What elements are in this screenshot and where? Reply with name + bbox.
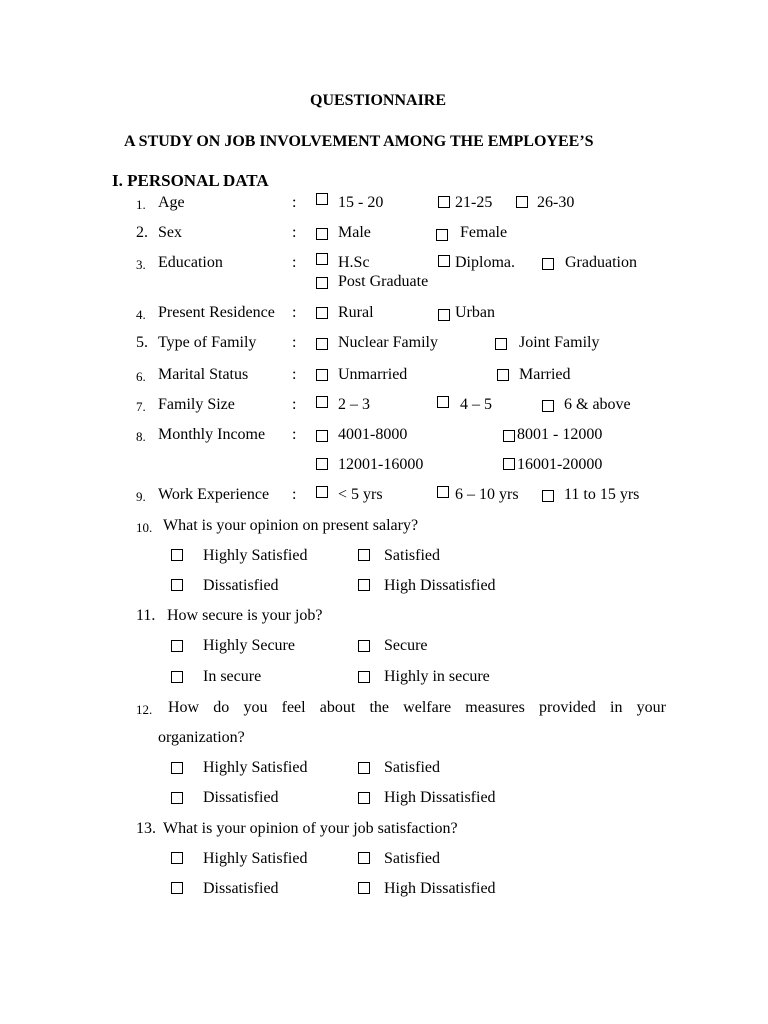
option-label: Post Graduate bbox=[338, 273, 429, 290]
colon: : bbox=[292, 304, 297, 321]
colon: : bbox=[292, 194, 297, 211]
option-label: Male bbox=[338, 224, 371, 241]
checkbox-family-size-6-above[interactable] bbox=[542, 400, 554, 412]
option-label: 16001-20000 bbox=[517, 456, 603, 473]
checkbox-family-nuclear[interactable] bbox=[316, 338, 328, 350]
option-label: < 5 yrs bbox=[338, 486, 383, 503]
option-label: 11 to 15 yrs bbox=[564, 486, 640, 503]
checkbox-security-secure[interactable] bbox=[358, 640, 370, 652]
question-number: 5. bbox=[136, 334, 148, 351]
option-label: 21-25 bbox=[455, 194, 493, 211]
question-number: 1. bbox=[136, 197, 146, 212]
option-label: Highly Secure bbox=[203, 637, 295, 654]
checkbox-salary-high-dissatisfied[interactable] bbox=[358, 579, 370, 591]
option-label: 2 – 3 bbox=[338, 396, 370, 413]
question-label: Present Residence bbox=[158, 304, 275, 321]
checkbox-salary-dissatisfied[interactable] bbox=[171, 579, 183, 591]
option-label: 4001-8000 bbox=[338, 426, 408, 443]
checkbox-welfare-highly-satisfied[interactable] bbox=[171, 762, 183, 774]
option-label: Urban bbox=[455, 304, 495, 321]
option-label: Unmarried bbox=[338, 366, 408, 383]
question-label: Type of Family bbox=[158, 334, 257, 351]
checkbox-satisfaction-satisfied[interactable] bbox=[358, 852, 370, 864]
option-label: Satisfied bbox=[384, 850, 440, 867]
option-label: Highly in secure bbox=[384, 668, 490, 685]
question-label: Education bbox=[158, 254, 223, 271]
checkbox-income-8001-12000[interactable] bbox=[503, 430, 515, 442]
option-label: 6 & above bbox=[564, 396, 631, 413]
option-label: Secure bbox=[384, 637, 428, 654]
option-label: High Dissatisfied bbox=[384, 577, 496, 594]
question-label: Family Size bbox=[158, 396, 235, 413]
question-label: Age bbox=[158, 194, 185, 211]
option-label: 4 – 5 bbox=[460, 396, 492, 413]
checkbox-sex-male[interactable] bbox=[316, 228, 328, 240]
question-number: 6. bbox=[136, 369, 146, 384]
option-label: Married bbox=[519, 366, 571, 383]
option-label: 26-30 bbox=[537, 194, 575, 211]
checkbox-salary-satisfied[interactable] bbox=[358, 549, 370, 561]
colon: : bbox=[292, 486, 297, 503]
option-label: Graduation bbox=[565, 254, 637, 271]
question-number: 8. bbox=[136, 429, 146, 444]
question-label: Monthly Income bbox=[158, 426, 266, 443]
question-number: 10. bbox=[136, 520, 153, 535]
option-label: 15 - 20 bbox=[338, 194, 384, 211]
option-label: Highly Satisfied bbox=[203, 759, 308, 776]
question-text-continued: organization? bbox=[158, 729, 245, 746]
option-label: High Dissatisfied bbox=[384, 789, 496, 806]
question-text: How do you feel about the welfare measures provided in your bbox=[168, 699, 666, 716]
question-text: What is your opinion on present salary? bbox=[163, 517, 419, 534]
checkbox-family-joint[interactable] bbox=[495, 338, 507, 350]
checkbox-satisfaction-dissatisfied[interactable] bbox=[171, 882, 183, 894]
question-number: 7. bbox=[136, 399, 146, 414]
question-label: Sex bbox=[158, 224, 182, 241]
checkbox-residence-urban[interactable] bbox=[438, 309, 450, 321]
colon: : bbox=[292, 224, 297, 241]
checkbox-income-16001-20000[interactable] bbox=[503, 458, 515, 470]
checkbox-welfare-satisfied[interactable] bbox=[358, 762, 370, 774]
checkbox-residence-rural[interactable] bbox=[316, 307, 328, 319]
checkbox-age-15-20[interactable] bbox=[316, 193, 328, 205]
checkbox-experience-under-5[interactable] bbox=[316, 486, 328, 498]
option-label: Highly Satisfied bbox=[203, 850, 308, 867]
checkbox-education-diploma[interactable] bbox=[438, 255, 450, 267]
checkbox-security-in-secure[interactable] bbox=[171, 671, 183, 683]
question-number: 4. bbox=[136, 307, 146, 322]
checkbox-salary-highly-satisfied[interactable] bbox=[171, 549, 183, 561]
checkbox-sex-female[interactable] bbox=[436, 229, 448, 241]
checkbox-welfare-high-dissatisfied[interactable] bbox=[358, 792, 370, 804]
question-number: 12. bbox=[136, 702, 153, 717]
option-label: H.Sc bbox=[338, 254, 370, 271]
option-label: Highly Satisfied bbox=[203, 547, 308, 564]
colon: : bbox=[292, 366, 297, 383]
option-label: Joint Family bbox=[519, 334, 600, 351]
checkbox-satisfaction-high-dissatisfied[interactable] bbox=[358, 882, 370, 894]
checkbox-income-4001-8000[interactable] bbox=[316, 430, 328, 442]
page-title: QUESTIONNAIRE bbox=[310, 92, 447, 109]
checkbox-security-highly-secure[interactable] bbox=[171, 640, 183, 652]
checkbox-age-21-25[interactable] bbox=[438, 196, 450, 208]
checkbox-education-post-graduate[interactable] bbox=[316, 277, 328, 289]
checkbox-marital-married[interactable] bbox=[497, 369, 509, 381]
option-label: High Dissatisfied bbox=[384, 880, 496, 897]
checkbox-age-26-30[interactable] bbox=[516, 196, 528, 208]
option-label: Dissatisfied bbox=[203, 789, 279, 806]
option-label: Rural bbox=[338, 304, 374, 321]
question-number: 13. bbox=[136, 820, 156, 837]
option-label: Dissatisfied bbox=[203, 577, 279, 594]
option-label: In secure bbox=[203, 668, 262, 685]
checkbox-education-hsc[interactable] bbox=[316, 253, 328, 265]
question-number: 2. bbox=[136, 224, 148, 241]
checkbox-education-graduation[interactable] bbox=[542, 258, 554, 270]
option-label: 12001-16000 bbox=[338, 456, 424, 473]
checkbox-security-highly-in-secure[interactable] bbox=[358, 671, 370, 683]
option-label: Nuclear Family bbox=[338, 334, 438, 351]
page-subtitle: A STUDY ON JOB INVOLVEMENT AMONG THE EMPLOYEE’S bbox=[124, 133, 594, 150]
colon: : bbox=[292, 426, 297, 443]
option-label: Dissatisfied bbox=[203, 880, 279, 897]
colon: : bbox=[292, 334, 297, 351]
question-text: How secure is your job? bbox=[167, 607, 323, 624]
question-number: 9. bbox=[136, 489, 146, 504]
colon: : bbox=[292, 396, 297, 413]
checkbox-family-size-4-5[interactable] bbox=[437, 396, 449, 408]
checkbox-income-12001-16000[interactable] bbox=[316, 458, 328, 470]
question-label: Work Experience bbox=[158, 486, 270, 503]
option-label: Female bbox=[460, 224, 508, 241]
question-text: What is your opinion of your job satisfaction? bbox=[163, 820, 458, 837]
option-label: 6 – 10 yrs bbox=[455, 486, 519, 503]
colon: : bbox=[292, 254, 297, 271]
checkbox-family-size-2-3[interactable] bbox=[316, 396, 328, 408]
question-number: 11. bbox=[136, 607, 156, 624]
checkbox-welfare-dissatisfied[interactable] bbox=[171, 792, 183, 804]
checkbox-experience-11-15[interactable] bbox=[542, 490, 554, 502]
checkbox-experience-6-10[interactable] bbox=[437, 486, 449, 498]
question-number: 3. bbox=[136, 257, 146, 272]
option-label: Satisfied bbox=[384, 547, 440, 564]
option-label: Diploma. bbox=[455, 254, 515, 271]
checkbox-satisfaction-highly-satisfied[interactable] bbox=[171, 852, 183, 864]
question-label: Marital Status bbox=[158, 366, 249, 383]
checkbox-marital-unmarried[interactable] bbox=[316, 369, 328, 381]
section-heading: I. PERSONAL DATA bbox=[112, 171, 269, 190]
option-label: 8001 - 12000 bbox=[517, 426, 603, 443]
option-label: Satisfied bbox=[384, 759, 440, 776]
